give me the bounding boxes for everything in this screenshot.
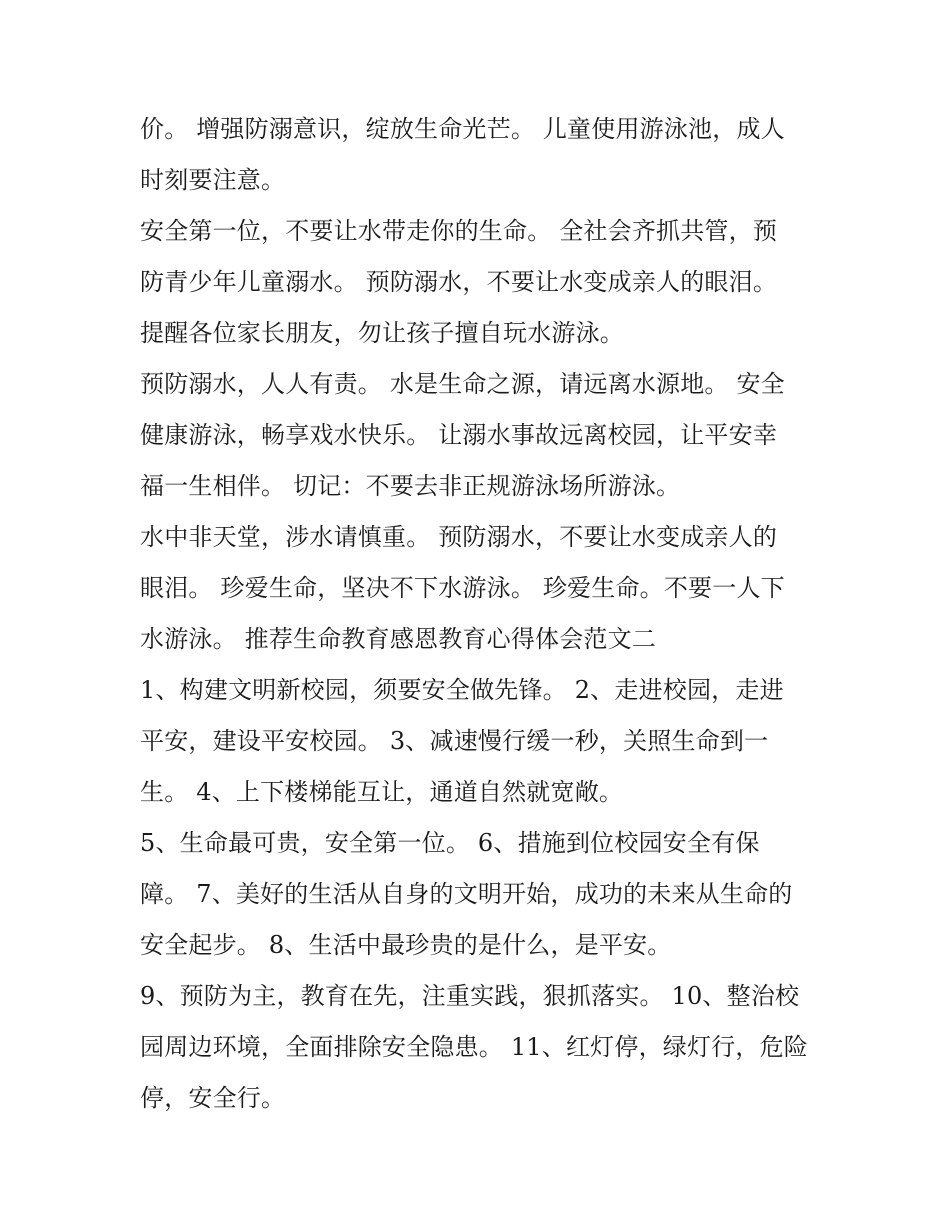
text-line: 健康游泳，畅享戏水快乐。 让溺水事故远离校园，让平安幸 bbox=[140, 421, 778, 449]
text-line: 提醒各位家长朋友，勿让孩子擅自玩水游泳。 bbox=[140, 319, 624, 347]
text-line: 生。 4、上下楼梯能互让，通道自然就宽敞。 bbox=[140, 778, 624, 806]
text-line: 障。 7、美好的生活从自身的文明开始，成功的未来从生命的 bbox=[140, 880, 793, 908]
text-line: 价。 增强防溺意识，绽放生命光芒。 儿童使用游泳池，成人 bbox=[140, 115, 785, 143]
text-line: 平安，建设平安校园。 3、减速慢行缓一秒，关照生命到一 bbox=[140, 727, 769, 755]
text-line: 眼泪。 珍爱生命，坚决不下水游泳。 珍爱生命。不要一人下 bbox=[140, 574, 785, 602]
text-line: 园周边环境，全面排除安全隐患。 11、红灯停，绿灯行，危险 bbox=[140, 1033, 808, 1061]
text-line: 防青少年儿童溺水。 预防溺水，不要让水变成亲人的眼泪。 bbox=[140, 268, 778, 296]
text-line: 福一生相伴。 切记：不要去非正规游泳场所游泳。 bbox=[140, 472, 681, 500]
text-line: 1、构建文明新校园，须要安全做先锋。 2、走进校园，走进 bbox=[140, 676, 784, 704]
text-line: 安全起步。 8、生活中最珍贵的是什么，是平安。 bbox=[140, 931, 672, 959]
text-line: 水游泳。 推荐生命教育感恩教育心得体会范文二 bbox=[140, 625, 657, 653]
text-line: 5、生命最可贵，安全第一位。 6、措施到位校园安全有保 bbox=[140, 829, 760, 857]
text-line: 时刻要注意。 bbox=[140, 166, 286, 194]
text-line: 9、预防为主，教育在先，注重实践，狠抓落实。 10、整治校 bbox=[140, 982, 800, 1010]
text-line: 水中非天堂，涉水请慎重。 预防溺水，不要让水变成亲人的 bbox=[140, 523, 778, 551]
text-line: 预防溺水，人人有责。 水是生命之源，请远离水源地。 安全 bbox=[140, 370, 785, 398]
text-line: 停，安全行。 bbox=[140, 1084, 286, 1112]
document-body bbox=[140, 104, 820, 1124]
text-line: 安全第一位，不要让水带走你的生命。 全社会齐抓共管，预 bbox=[140, 217, 778, 245]
